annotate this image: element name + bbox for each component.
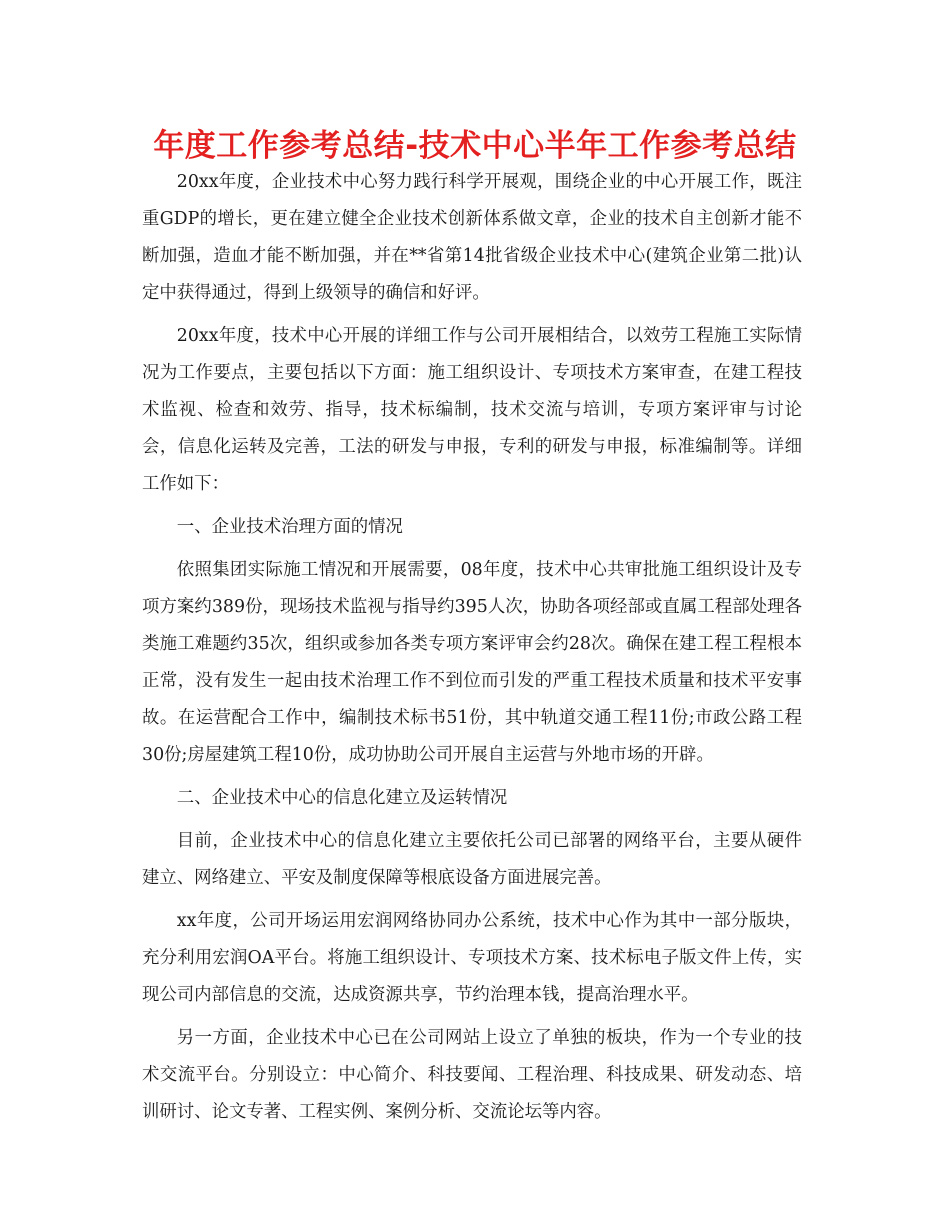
paragraph-intro: 20xx年度，企业技术中心努力践行科学开展观，围绕企业的中心开展工作，既注重GDP的增长，更在建立健全企业技术创新体系做文章，企业的技术自主创新才能不断加强，造血才能不断加强，并在**省第14批省级企业技术中心(建筑企业第二批)认定中获得通过，得到上级领导的确信和好评。 xyxy=(142,172,802,303)
paragraph-website-section: 另一方面，企业技术中心已在公司网站上设立了单独的板块，作为一个专业的技术交流平台。分别设立：中心简介、科技要闻、工程治理、科技成果、研发动态、培训研讨、论文专著、工程实例、案例分析、交流论坛等内容。 xyxy=(142,1028,802,1122)
section-heading-2: 二、企业技术中心的信息化建立及运转情况 xyxy=(176,788,508,808)
section-heading-1: 一、企业技术治理方面的情况 xyxy=(176,517,403,537)
paragraph-informatization: 目前，企业技术中心的信息化建立主要依托公司已部署的网络平台，主要从硬件建立、网络建立、平安及制度保障等根底设备方面进展完善。 xyxy=(142,831,802,888)
paragraph-tech-management: 依照集团实际施工情况和开展需要，08年度，技术中心共审批施工组织设计及专项方案约389份，现场技术监视与指导约395人次，协助各项经部或直属工程部处理各类施工难题约35次，组织或参加各类专项方案评审会约28次。确保在建工程工程根本正常，没有发生一起由技术治理工作不到位而引发的严重工程技术质量和技术平安事故。在运营配合工作中，编制技术标书51份，其中轨道交通工程11份;市政公路工程30份;房屋建筑工程10份，成功协助公司开展自主运营与外地市场的开辟。 xyxy=(142,560,802,765)
paragraph-oa-platform: xx年度，公司开场运用宏润网络协同办公系统，技术中心作为其中一部分版块，充分利用宏润OA平台。将施工组织设计、专项技术方案、技术标电子版文件上传，实现公司内部信息的交流，达成资源共享，节约治理本钱，提高治理水平。 xyxy=(142,911,802,1005)
paragraph-overview: 20xx年度，技术中心开展的详细工作与公司开展相结合，以效劳工程施工实际情况为工作要点，主要包括以下方面：施工组织设计、专项技术方案审查，在建工程技术监视、检查和效劳、指导，技术标编制，技术交流与培训，专项方案评审与讨论会，信息化运转及完善，工法的研发与申报，专利的研发与申报，标准编制等。详细工作如下： xyxy=(142,326,802,494)
document-title: 年度工作参考总结-技术中心半年工作参考总结 xyxy=(153,128,797,164)
document-body xyxy=(142,164,802,1137)
